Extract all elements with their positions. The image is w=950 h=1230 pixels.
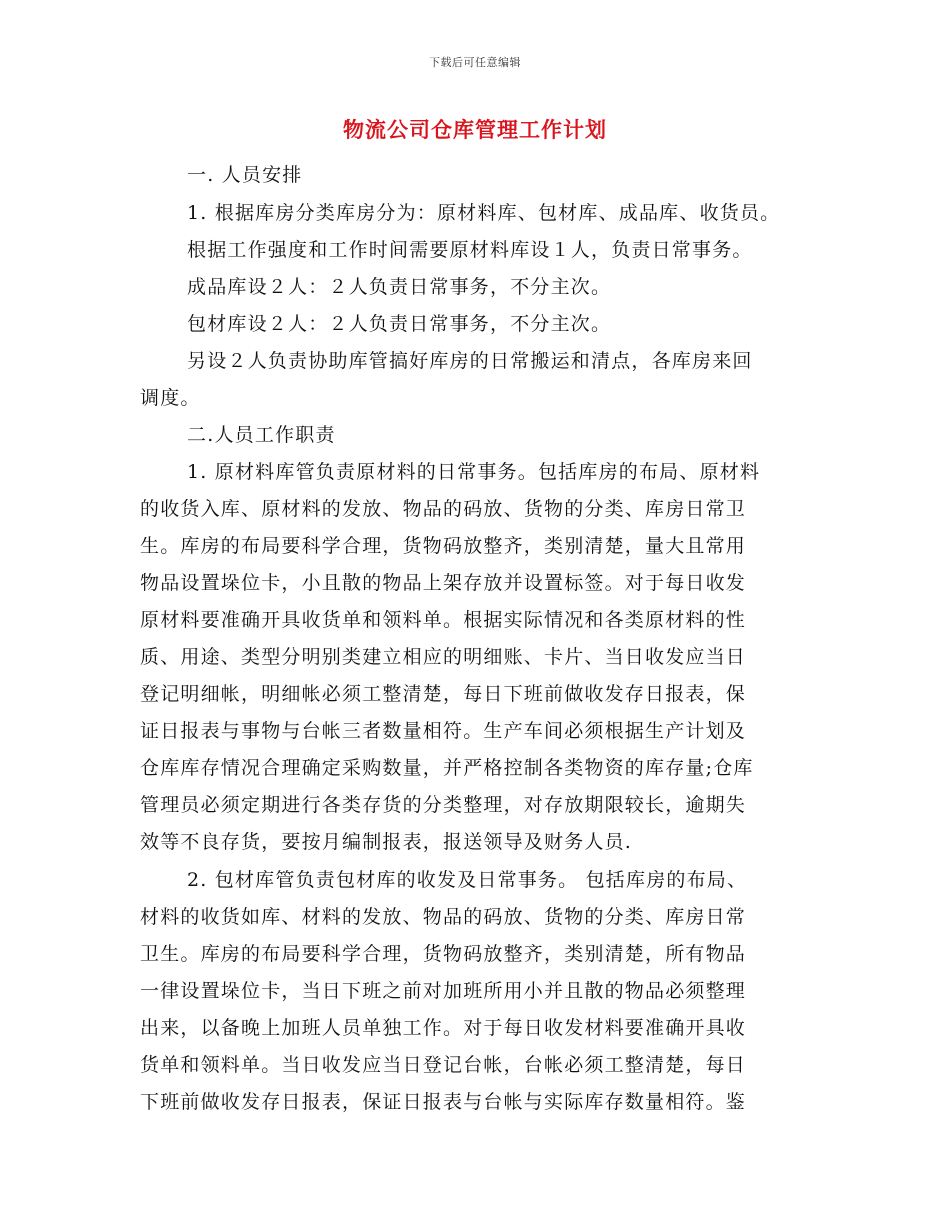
paragraph-line: 生。库房的布局要科学合理，货物码放整齐，类别清楚，量大且常用 xyxy=(140,535,747,557)
paragraph-line: 材料的收货如库、材料的发放、物品的码放、货物的分类、库房日常 xyxy=(140,906,747,928)
paragraph-line: 根据工作强度和工作时间需要原材料库设１人，负责日常事务。 xyxy=(187,239,753,261)
paragraph-line: 一律设置垛位卡，当日下班之前对加班所用小并且散的物品必须整理 xyxy=(140,980,747,1002)
paragraph-line: 的收货入库、原材料的发放、物品的码放、货物的分类、库房日常卫 xyxy=(140,498,747,520)
paragraph-line: 卫生。库房的布局要科学合理，货物码放整齐，类别清楚，所有物品 xyxy=(140,943,747,965)
paragraph-line: 包材库设２人：２人负责日常事务，不分主次。 xyxy=(187,313,612,335)
paragraph-line: 管理员必须定期进行各类存货的分类整理，对存放期限较长，逾期失 xyxy=(140,794,747,816)
paragraph-line: 2. 包材库管负责包材库的收发及日常事务。 包括库房的布局、 xyxy=(187,869,748,891)
paragraph-line: 质、用途、类型分明别类建立相应的明细账、卡片、当日收发应当日 xyxy=(140,646,747,668)
paragraph-line: 另设２人负责协助库管搞好库房的日常搬运和清点，各库房来回 xyxy=(187,350,753,372)
paragraph-line: 1. 根据库房分类库房分为：原材料库、包材库、成品库、收货员。 xyxy=(187,202,781,224)
paragraph-line: 货单和领料单。当日收发应当日登记台帐，台帐必须工整清楚，每日 xyxy=(140,1054,747,1076)
paragraph-line: 出来，以备晚上加班人员单独工作。对于每日收发材料要准确开具收 xyxy=(140,1017,747,1039)
paragraph-line: 调度。 xyxy=(140,387,201,409)
paragraph-line: 仓库库存情况合理确定采购数量，并严格控制各类物资的库存量;仓库 xyxy=(140,757,754,779)
paragraph-line: 效等不良存货，要按月编制报表，报送领导及财务人员. xyxy=(140,831,633,853)
section-heading-2: 二.人员工作职责 xyxy=(187,424,336,446)
paragraph-line: 登记明细帐，明细帐必须工整清楚，每日下班前做收发存日报表，保 xyxy=(140,683,747,705)
document-title: 物流公司仓库管理工作计划 xyxy=(343,117,607,142)
paragraph-line: 1. 原材料库管负责原材料的日常事务。包括库房的布局、原材料 xyxy=(187,461,761,483)
section-heading-1: 一. 人员安排 xyxy=(187,164,303,186)
paragraph-line: 下班前做收发存日报表，保证日报表与台帐与实际库存数量相符。鉴 xyxy=(140,1091,747,1113)
paragraph-line: 成品库设２人：２人负责日常事务，不分主次。 xyxy=(187,276,612,298)
paragraph-line: 证日报表与事物与台帐三者数量相符。生产车间必须根据生产计划及 xyxy=(140,720,747,742)
header-note: 下载后可任意编辑 xyxy=(429,56,521,69)
paragraph-line: 物品设置垛位卡，小且散的物品上架存放并设置标签。对于每日收发 xyxy=(140,572,747,594)
paragraph-line: 原材料要准确开具收货单和领料单。根据实际情况和各类原材料的性 xyxy=(140,609,747,631)
